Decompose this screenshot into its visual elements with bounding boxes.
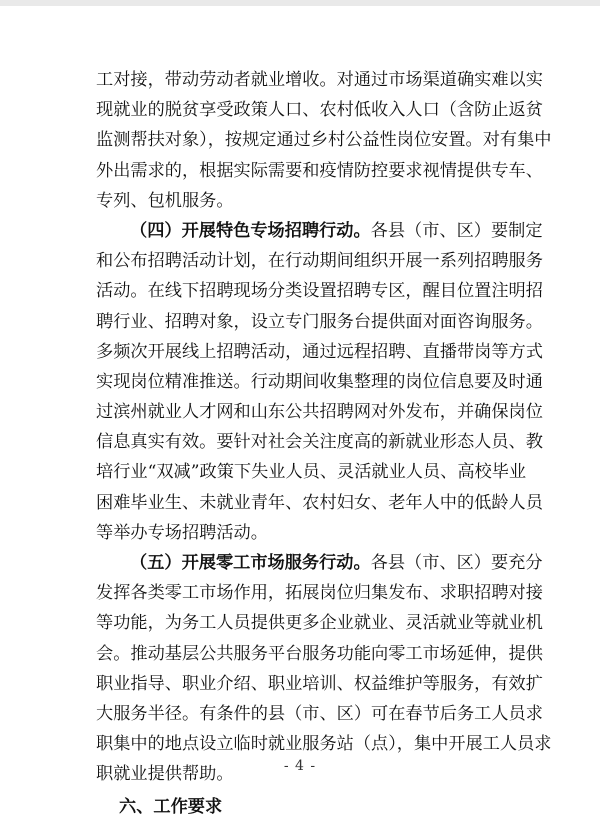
paragraph-continuation [96,65,552,216]
text-line: 等举办专场招聘活动。 [96,522,268,543]
text-line: 多频次开展线上招聘活动，通过远程招聘、直播带岗等方式 [96,341,543,362]
text-line [96,216,543,246]
text-line: 发挥各类零工市场作用，拓展岗位归集发布、求职招聘对接 [96,583,543,604]
text-line: 专列、包机服务。 [96,190,234,211]
paragraph-heading: （五）开展零工市场服务行动。 [130,553,371,573]
text-line: 职业指导、职业介绍、职业培训、权益维护等服务，有效扩 [96,673,543,694]
text-line: 过滨州就业人才网和山东公共招聘网对外发布，并确保岗位 [96,402,543,423]
text-line: 职就业提供帮助。 [96,764,234,785]
text-line [96,548,543,578]
text-line: 信息真实有效。要针对社会关注度高的新就业形态人员、教 [96,432,543,453]
paragraph-heading-rest: 各县（市、区）要充分 [370,553,543,573]
text-line: 监测帮扶对象），按规定通过乡村公益性岗位安置。对有集中 [96,130,552,151]
text-line: 等功能，为务工人员提供更多企业就业、灵活就业等就业机 [96,613,543,634]
text-line: 现就业的脱贫享受政策人口、农村低收入人口（含防止返贫 [96,100,543,121]
text-line: 工对接，带动劳动者就业增收。对通过市场渠道确实难以实 [96,70,543,90]
text-line: 外出需求的，根据实际需要和疫情防控要求视情提供专车、 [96,160,543,181]
text-line: 培行业“双减”政策下失业人员、灵活就业人员、高校毕业 [96,462,527,483]
paragraph-gig-market [96,548,552,790]
paragraph-heading-rest: 各县（市、区）要制定 [370,220,543,241]
text-line: 聘行业、招聘对象，设立专门服务台提供面对面咨询服务。 [96,311,543,332]
page-number: - 4 - [283,758,317,774]
text-line: 和公布招聘活动计划，在行动期间组织开展一系列招聘服务 [96,251,543,272]
text-line: 职集中的地点设立临时就业服务站（点），集中开展工人员求 [96,734,552,755]
text-line: 实现岗位精准推送。行动期间收集整理的岗位信息要及时通 [96,371,543,392]
text-line: 活动。在线下招聘现场分类设置招聘专区，醒目位置注明招 [96,281,543,302]
paragraph-heading: （四）开展特色专场招聘行动。 [130,220,371,241]
section-heading: 六、工作要求 [119,796,223,817]
text-line: 会。推动基层公共服务平台服务功能向零工市场延伸，提供 [96,643,543,664]
text-line: 困难毕业生、未就业青年、农村妇女、老年人中的低龄人员 [96,492,543,513]
document-body [96,65,552,824]
paragraph-special-recruitment [96,216,543,548]
text-line: 大服务半径。有条件的县（市、区）可在春节后务工人员求 [96,703,543,724]
